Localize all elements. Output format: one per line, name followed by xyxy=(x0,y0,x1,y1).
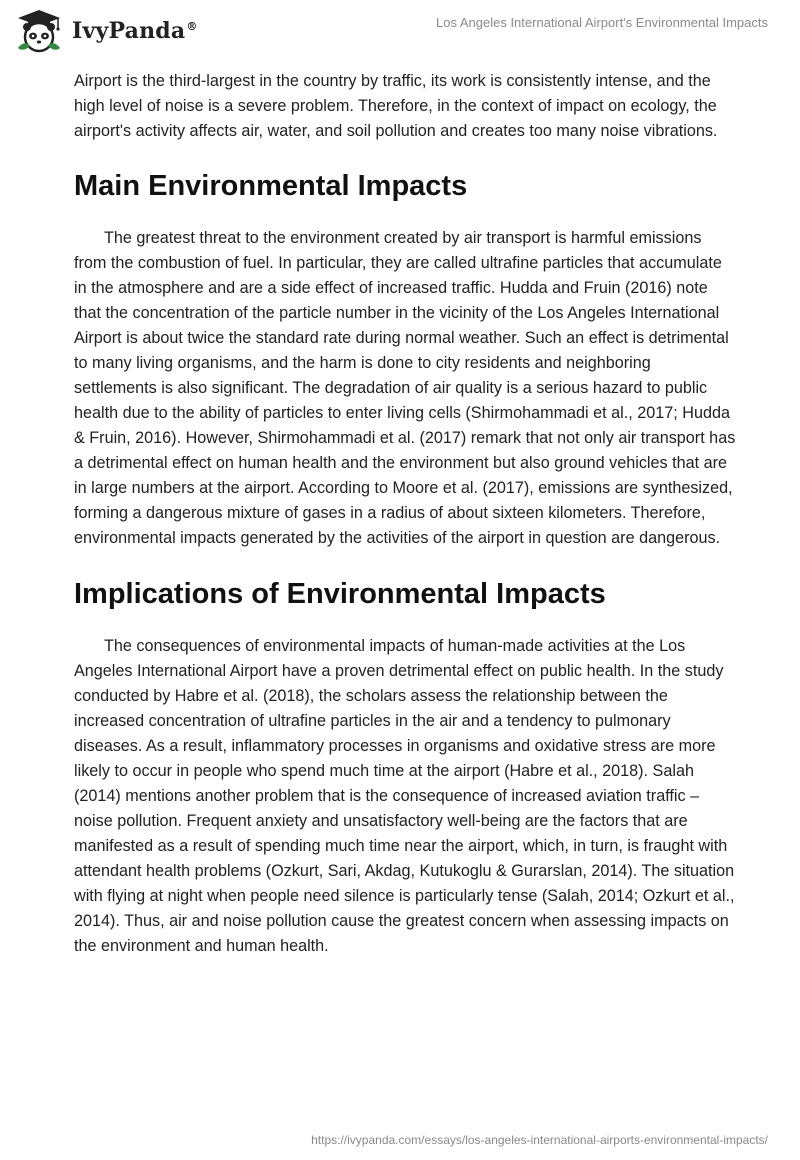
implications-paragraph: The consequences of environmental impacts of human-made activities at the Los Angeles International Airport have a proven detrimental effect on public health. In the study conducted by Habre et al. (2018), the scholars assess the relationship between the increased concentration of ultrafine particles in the air and a tendency to pulmonary diseases. As a result, inflammatory processes in organisms and oxidative stress are more likely to occur in people who spend much time at the airport (Habre et al., 2018). Salah (2014) mentions another problem that is the consequence of increased aviation traffic – noise pollution. Frequent anxiety and unsatisfactory well-being are the factors that are manifested as a result of spending much time near the airport, which, in turn, is fraught with attendant health problems (Ozkurt, Sari, Akdag, Kutukoglu & Gurarslan, 2014). The situation with flying at night when people need silence is particularly tense (Salah, 2014; Ozkurt et al., 2014). Thus, air and noise pollution cause the greatest concern when assessing impacts on the environment and human health. xyxy=(74,637,735,955)
section-heading-implications: Implications of Environmental Impacts xyxy=(74,578,606,610)
site-logo[interactable] xyxy=(14,8,198,54)
document-title: Los Angeles International Airport's Environmental Impacts xyxy=(436,15,768,30)
intro-paragraph: Airport is the third-largest in the country by traffic, its work is consistently intense, and the high level of noise is a severe problem. Therefore, in the context of impact on ecology, the airport's activity affects air, water, and soil pollution and creates too many noise vibrations. xyxy=(74,72,718,140)
section-heading-main-impacts: Main Environmental Impacts xyxy=(74,170,468,202)
logo-text: IvyPanda® xyxy=(72,18,198,44)
essay-content xyxy=(74,69,736,959)
panda-logo-icon xyxy=(14,8,64,54)
main-impacts-paragraph: The greatest threat to the environment created by air transport is harmful emissions from the combustion of fuel. In particular, they are called ultrafine particles that accumulate in the atmosphere and are a side effect of increased traffic. Hudda and Fruin (2016) note that the concentration of the particle number in the vicinity of the Los Angeles International Airport is about twice the standard rate during normal weather. Such an effect is detrimental to many living organisms, and the harm is done to city residents and neighboring settlements is also significant. The degradation of air quality is a serious hazard to public health due to the ability of particles to enter living cells (Shirmohammadi et al., 2017; Hudda & Fruin, 2016). However, Shirmohammadi et al. (2017) remark that not only air transport has a detrimental effect on human health and the environment but also ground vehicles that are in large numbers at the airport. According to Moore et al. (2017), emissions are synthesized, forming a dangerous mixture of gases in a radius of about sixteen kilometers. Therefore, environmental impacts generated by the activities of the airport in question are dangerous. xyxy=(74,229,736,547)
page-header xyxy=(0,0,800,62)
footer-source-url[interactable]: https://ivypanda.com/essays/los-angeles-international-airports-environmental-impacts/ xyxy=(311,1133,768,1147)
logo-registered-mark: ® xyxy=(186,19,198,33)
